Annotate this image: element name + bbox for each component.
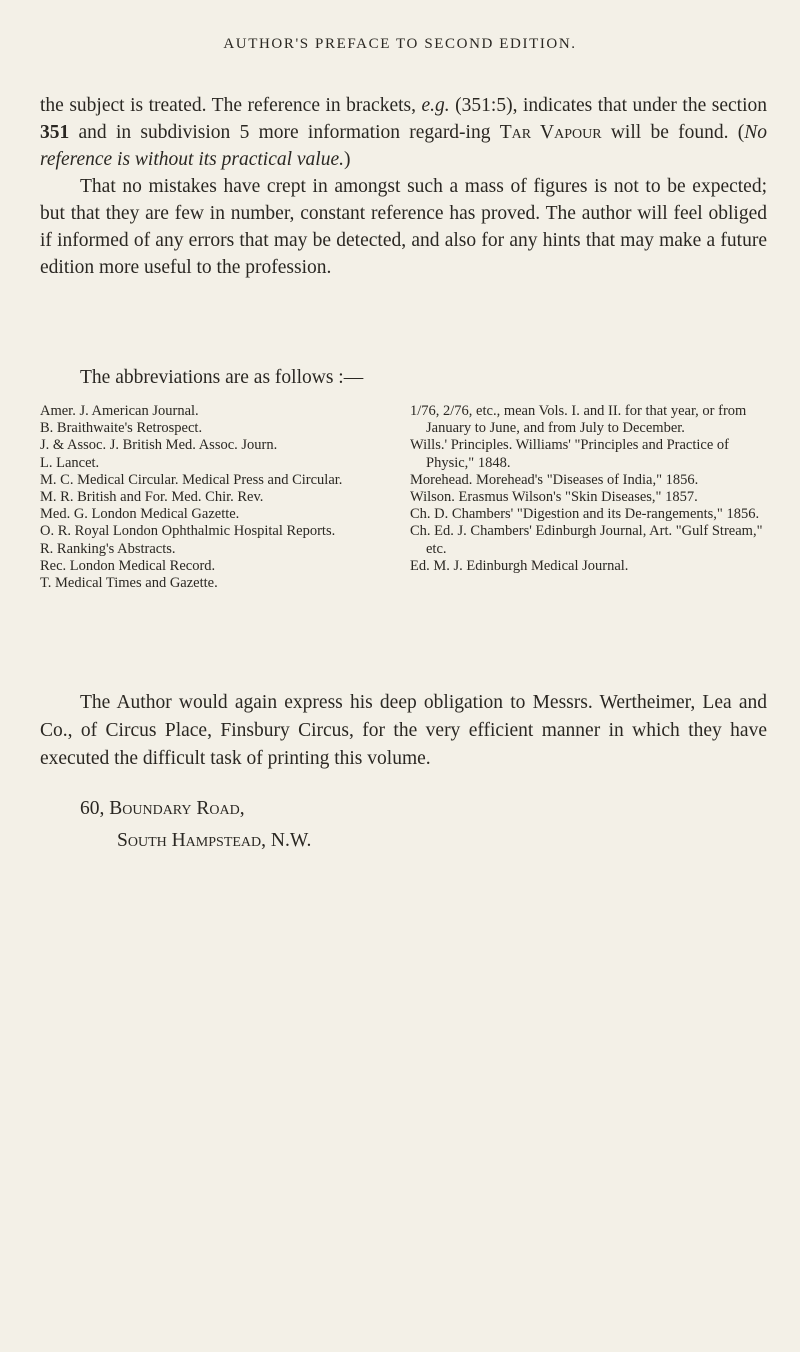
text-span: will be found. ( [601, 122, 745, 143]
abbreviation-item: M. C. Medical Circular. Medical Press and Circular. [40, 471, 343, 488]
practical-value-note: No reference is without its practical value. [40, 122, 768, 170]
abbreviations-lead: The abbreviations are as follows :— [80, 367, 364, 388]
text-span: the subject is treated. The reference in brackets, [40, 95, 422, 116]
section-number: 351 [40, 122, 70, 143]
tar-vapour-term: Tar Vapour [499, 122, 602, 143]
abbreviation-item: Morehead. Morehead's "Diseases of India," 1856. [410, 471, 699, 488]
abbreviation-item: B. Braithwaite's Retrospect. [40, 420, 203, 437]
abbreviation-item: Amer. J. American Journal. [40, 403, 199, 419]
text-span: (351:5), indicates that under the section [449, 95, 767, 116]
abbreviations-right-column [410, 403, 766, 575]
abbreviations-left-column [40, 403, 386, 592]
closing-paragraph: The Author would again express his deep obligation to Messrs. Wertheimer, Lea and Co., of Circus Place, Finsbury Circus, for the very efficient manner in which they have executed the difficult task of printing this volume. [40, 692, 767, 769]
abbreviation-item: J. & Assoc. J. British Med. Assoc. Journ. [40, 437, 278, 454]
text-span: ) [344, 149, 351, 170]
abbreviation-item: M. R. British and For. Med. Chir. Rev. [40, 489, 264, 506]
abbreviation-item: T. Medical Times and Gazette. [40, 575, 218, 592]
address-line-2: South Hampstead, N.W. [117, 830, 312, 851]
abbreviation-item: Ed. M. J. Edinburgh Medical Journal. [410, 557, 629, 574]
running-head: AUTHOR'S PREFACE TO SECOND EDITION. [223, 36, 577, 52]
abbreviation-item: Wilson. Erasmus Wilson's "Skin Diseases," 1857. [410, 489, 698, 506]
intro-text [40, 92, 767, 281]
text-span: and in subdivision 5 more information regard-ing [69, 122, 500, 143]
paragraph-mistakes: That no mistakes have crept in amongst such a mass of figures is not to be expected; but that they are few in number, constant reference has proved. The author will feel obliged if informed of any errors that may be detected, and also for any hints that may make a future edition more useful to the profession. [40, 176, 767, 278]
paragraph-reference-note [40, 92, 767, 173]
abbreviation-item: Wills.' Principles. Williams' "Principles and Practice of Physic," 1848. [410, 437, 729, 471]
abbreviation-item: L. Lancet. [40, 454, 100, 471]
author-address [80, 793, 311, 857]
address-line-1: 60, Boundary Road, [80, 798, 245, 819]
abbreviation-item: Ch. Ed. J. Chambers' Edinburgh Journal, Art. "Gulf Stream," etc. [410, 523, 763, 557]
abbreviation-item: 1/76, 2/76, etc., mean Vols. I. and II. for that year, or from January to June, and from July to December. [410, 403, 747, 437]
abbreviation-item: O. R. Royal London Ophthalmic Hospital Reports. [40, 523, 336, 540]
abbreviation-item: Med. G. London Medical Gazette. [40, 506, 240, 523]
abbreviation-item: Rec. London Medical Record. [40, 557, 216, 574]
abbreviation-item: R. Ranking's Abstracts. [40, 540, 176, 557]
abbreviation-item: Ch. D. Chambers' "Digestion and its De-rangements," 1856. [410, 506, 760, 523]
text-span: e.g. [421, 95, 450, 116]
